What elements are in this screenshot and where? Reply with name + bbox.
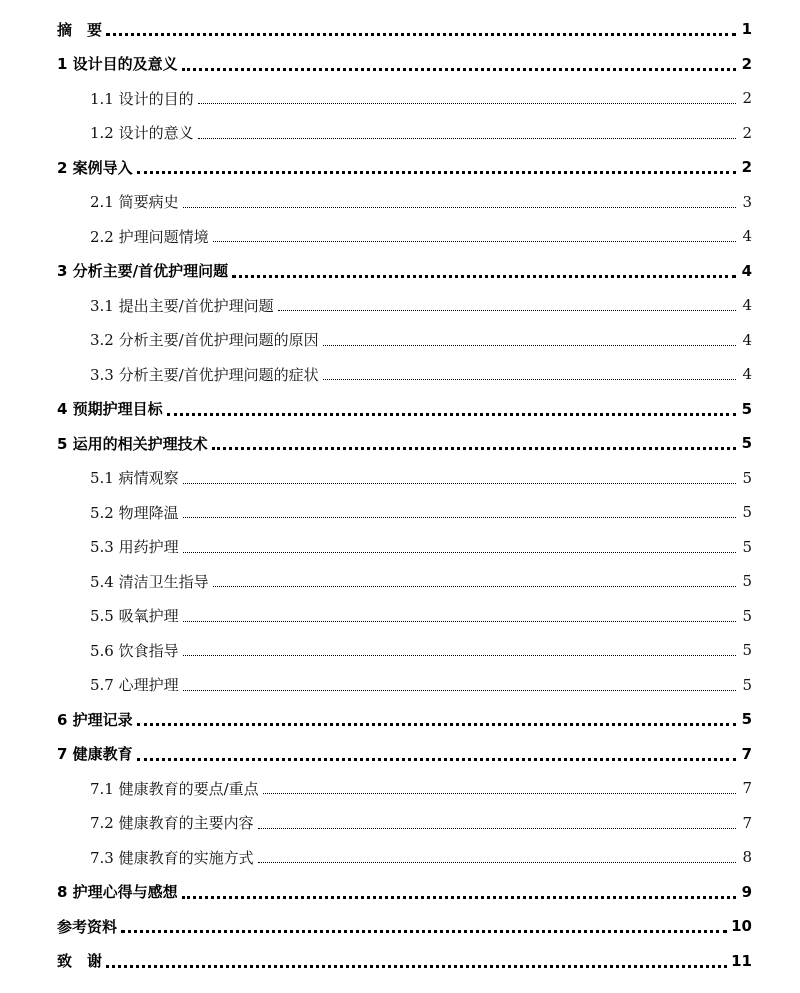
toc-entry-page: 4 bbox=[742, 227, 752, 245]
toc-entry-title: 3 分析主要/首优护理问题 bbox=[57, 262, 229, 280]
toc-leader-dots bbox=[232, 274, 736, 278]
toc-entry[interactable] bbox=[90, 325, 752, 355]
toc-leader-dots bbox=[198, 137, 736, 139]
toc-leader-dots bbox=[323, 344, 736, 346]
toc-entry-title: 7.3 健康教育的实施方式 bbox=[90, 848, 254, 867]
toc-entry-title: 5 运用的相关护理技术 bbox=[57, 434, 208, 453]
toc-entry-page: 1 bbox=[741, 20, 752, 38]
toc-entry[interactable] bbox=[90, 83, 752, 113]
toc-entry[interactable] bbox=[57, 946, 752, 976]
toc-leader-dots bbox=[213, 585, 736, 587]
toc-entry-page: 4 bbox=[742, 365, 752, 383]
toc-entry[interactable] bbox=[57, 394, 752, 424]
toc-entry[interactable] bbox=[90, 635, 752, 665]
toc-entry[interactable] bbox=[90, 566, 752, 596]
toc-entry[interactable] bbox=[90, 808, 752, 838]
toc-entry-title: 2.1 简要病史 bbox=[90, 193, 179, 211]
toc-entry[interactable] bbox=[57, 877, 752, 907]
toc-entry-page: 8 bbox=[742, 848, 752, 866]
toc-entry[interactable] bbox=[90, 773, 752, 803]
toc-leader-dots bbox=[213, 240, 736, 242]
toc-entry-page: 2 bbox=[741, 158, 752, 176]
toc-entry-page: 5 bbox=[742, 572, 752, 590]
toc-leader-dots bbox=[183, 551, 736, 553]
toc-leader-dots bbox=[258, 861, 736, 863]
toc-leader-dots bbox=[278, 309, 736, 311]
toc-entry-page: 2 bbox=[742, 89, 752, 107]
toc-entry-page: 5 bbox=[742, 537, 752, 556]
toc-entry[interactable] bbox=[90, 532, 752, 562]
toc-entry[interactable] bbox=[57, 152, 752, 182]
toc-leader-dots bbox=[106, 964, 727, 968]
toc-entry-title: 1.2 设计的意义 bbox=[90, 124, 194, 142]
toc-leader-dots bbox=[137, 722, 736, 726]
toc-entry[interactable] bbox=[90, 221, 752, 251]
toc-leader-dots bbox=[182, 895, 736, 899]
toc-entry[interactable] bbox=[90, 463, 752, 493]
toc-entry-page: 9 bbox=[741, 882, 752, 901]
toc-leader-dots bbox=[182, 67, 736, 71]
toc-entry-page: 5 bbox=[742, 675, 752, 694]
toc-entry-title: 3.2 分析主要/首优护理问题的原因 bbox=[90, 331, 319, 349]
toc-entry-page: 4 bbox=[741, 261, 752, 280]
toc-entry[interactable] bbox=[90, 842, 752, 872]
toc-entry[interactable] bbox=[90, 601, 752, 631]
toc-leader-dots bbox=[137, 757, 736, 761]
toc-leader-dots bbox=[183, 206, 736, 208]
toc-entry-title: 5.3 用药护理 bbox=[90, 538, 179, 556]
toc-entry-title: 5.6 饮食指导 bbox=[90, 641, 179, 660]
toc-leader-dots bbox=[183, 516, 736, 518]
toc-entry-title: 5.5 吸氧护理 bbox=[90, 607, 179, 625]
toc-entry-page: 5 bbox=[741, 710, 752, 728]
toc-entry[interactable] bbox=[57, 49, 752, 79]
toc-entry-title: 2.2 护理问题情境 bbox=[90, 227, 209, 246]
toc-entry-page: 5 bbox=[742, 503, 752, 521]
toc-entry[interactable] bbox=[57, 256, 752, 286]
toc-entry-page: 7 bbox=[742, 813, 752, 832]
toc-leader-dots bbox=[183, 620, 736, 622]
toc-leader-dots bbox=[137, 170, 736, 174]
toc-entry-title: 1.1 设计的目的 bbox=[90, 89, 194, 108]
toc-entry[interactable] bbox=[57, 739, 752, 769]
toc-entry[interactable] bbox=[90, 670, 752, 700]
toc-entry[interactable] bbox=[57, 704, 752, 734]
toc-entry-title: 5.2 物理降温 bbox=[90, 503, 179, 522]
toc-entry-title: 5.4 清洁卫生指导 bbox=[90, 572, 209, 591]
toc-entry-page: 5 bbox=[741, 399, 752, 418]
toc-entry[interactable] bbox=[90, 359, 752, 389]
toc-entry-page: 10 bbox=[731, 917, 752, 935]
toc-leader-dots bbox=[212, 446, 736, 450]
toc-entry-title: 6 护理记录 bbox=[57, 710, 133, 729]
toc-entry-page: 5 bbox=[742, 606, 752, 625]
toc-entry-title: 3.3 分析主要/首优护理问题的症状 bbox=[90, 365, 319, 384]
toc-entry-title: 7.1 健康教育的要点/重点 bbox=[90, 779, 259, 798]
toc-leader-dots bbox=[183, 482, 736, 484]
toc-entry[interactable] bbox=[57, 14, 752, 44]
toc-entry-title: 4 预期护理目标 bbox=[57, 400, 163, 418]
toc-entry-title: 3.1 提出主要/首优护理问题 bbox=[90, 296, 274, 315]
toc-entry-title: 5.7 心理护理 bbox=[90, 676, 179, 694]
toc-leader-dots bbox=[263, 792, 736, 794]
toc-entry-page: 7 bbox=[742, 779, 752, 797]
toc-entry[interactable] bbox=[90, 497, 752, 527]
toc-leader-dots bbox=[183, 689, 736, 691]
toc-leader-dots bbox=[121, 929, 727, 933]
toc-entry-title: 摘 要 bbox=[57, 20, 103, 39]
toc-entry-page: 2 bbox=[742, 123, 752, 142]
toc-entry-page: 7 bbox=[741, 744, 752, 763]
toc-entry-page: 4 bbox=[742, 330, 752, 349]
toc-leader-dots bbox=[323, 378, 736, 380]
toc-entry-page: 5 bbox=[742, 641, 752, 659]
toc-entry-page: 5 bbox=[742, 468, 752, 487]
toc-entry[interactable] bbox=[57, 428, 752, 458]
toc-entry-page: 5 bbox=[741, 434, 752, 452]
toc-leader-dots bbox=[167, 412, 736, 416]
toc-entry-title: 5.1 病情观察 bbox=[90, 469, 179, 487]
toc-leader-dots bbox=[258, 827, 736, 829]
toc-entry-title: 7.2 健康教育的主要内容 bbox=[90, 814, 254, 832]
toc-leader-dots bbox=[106, 32, 736, 36]
toc-entry-title: 2 案例导入 bbox=[57, 158, 133, 177]
toc-entry-page: 2 bbox=[741, 54, 752, 73]
toc-entry-title: 致 谢 bbox=[57, 952, 103, 970]
toc-entry-title: 参考资料 bbox=[57, 917, 118, 936]
toc-entry-page: 3 bbox=[742, 192, 752, 211]
toc-entry[interactable] bbox=[90, 118, 752, 148]
toc-entry[interactable] bbox=[90, 290, 752, 320]
toc-leader-dots bbox=[183, 654, 736, 656]
toc-entry-title: 7 健康教育 bbox=[57, 745, 133, 763]
toc-entry[interactable] bbox=[90, 187, 752, 217]
toc-entry-title: 8 护理心得与感想 bbox=[57, 883, 178, 901]
toc-entry-page: 4 bbox=[742, 296, 752, 314]
toc-entry-page: 11 bbox=[731, 951, 752, 970]
toc-entry[interactable] bbox=[57, 911, 752, 941]
toc-leader-dots bbox=[198, 102, 736, 104]
toc-entry-title: 1 设计目的及意义 bbox=[57, 55, 178, 73]
